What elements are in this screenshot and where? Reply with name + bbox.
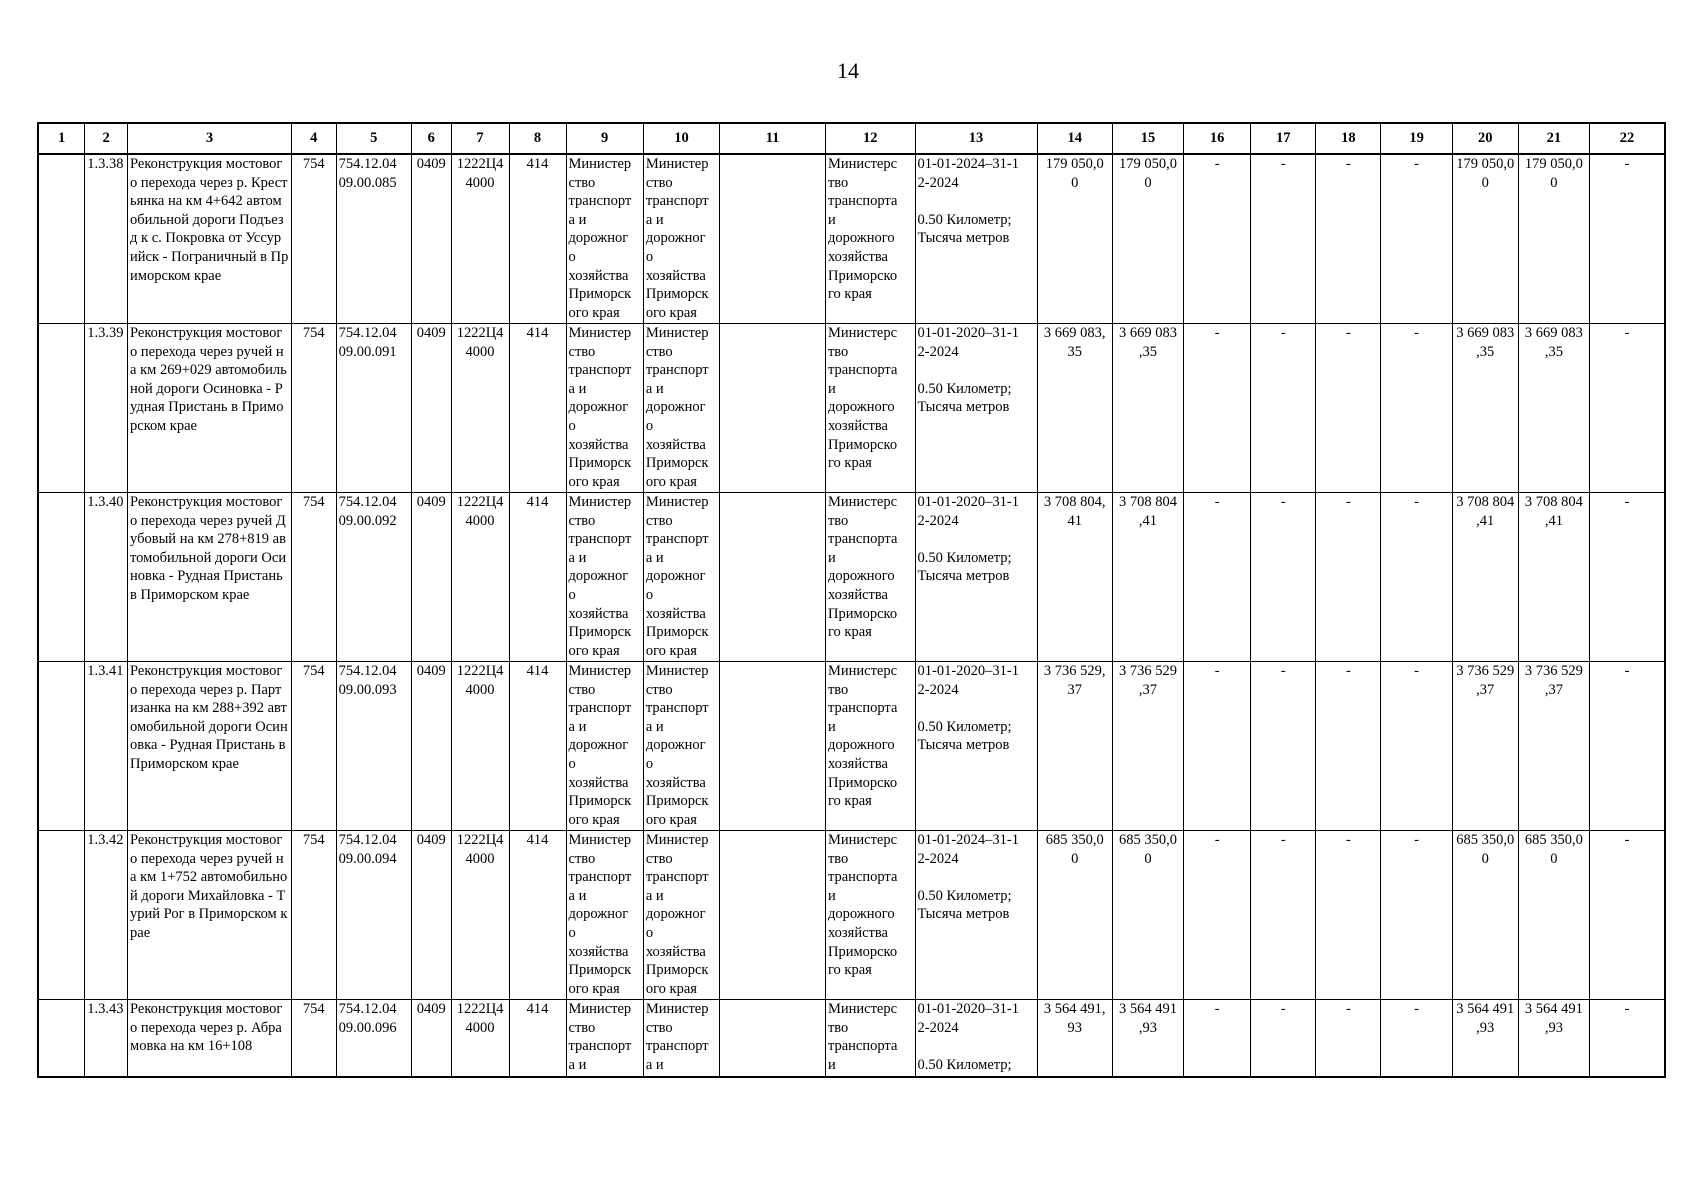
column-header: 10 xyxy=(643,123,719,154)
column-header: 3 xyxy=(128,123,292,154)
cell-description: Реконструкция мостового перехода через ручей Дубовый на км 278+819 автомобильной дороги Осиновка - Рудная Пристань в Приморском крае xyxy=(128,493,292,662)
cell-c5: 754.12.04 09.00.092 xyxy=(336,493,411,662)
cell-code: 1.3.39 xyxy=(85,324,128,493)
cell-c4: 754 xyxy=(291,154,336,324)
cell-c15: 685 350,0 0 xyxy=(1112,831,1183,1000)
column-header: 1 xyxy=(38,123,85,154)
cell-num xyxy=(38,324,85,493)
cell-description: Реконструкция мостового перехода через р. Партизанка на км 288+392 автомобильной дороги Осиновка - Рудная Пристань в Приморском крае xyxy=(128,662,292,831)
column-header: 6 xyxy=(411,123,451,154)
cell-c9: Министер ство транспорт а и xyxy=(566,1000,643,1078)
cell-c20: 3 736 529 ,37 xyxy=(1452,662,1518,831)
cell-c18: - xyxy=(1316,493,1381,662)
cell-c4: 754 xyxy=(291,831,336,1000)
cell-c8: 414 xyxy=(509,324,566,493)
cell-code: 1.3.42 xyxy=(85,831,128,1000)
cell-num xyxy=(38,1000,85,1078)
column-header: 13 xyxy=(915,123,1037,154)
cell-c14: 3 564 491, 93 xyxy=(1037,1000,1112,1078)
column-header: 12 xyxy=(825,123,915,154)
column-header: 2 xyxy=(85,123,128,154)
cell-c16: - xyxy=(1184,154,1251,324)
cell-c20: 3 669 083 ,35 xyxy=(1452,324,1518,493)
cell-c20: 3 708 804 ,41 xyxy=(1452,493,1518,662)
cell-c9: Министер ство транспорт а и дорожног о хозяйства Приморск ого края xyxy=(566,831,643,1000)
cell-c7: 1222Ц4 4000 xyxy=(451,662,509,831)
cell-c16: - xyxy=(1184,1000,1251,1078)
cell-c7: 1222Ц4 4000 xyxy=(451,1000,509,1078)
cell-c7: 1222Ц4 4000 xyxy=(451,493,509,662)
cell-c10: Министер ство транспорт а и дорожног о хозяйства Приморск ого края xyxy=(643,662,719,831)
cell-c22: - xyxy=(1590,831,1665,1000)
cell-c12: Министерс тво транспорта и дорожного хозяйства Приморско го края xyxy=(825,493,915,662)
table-row xyxy=(38,831,1665,1000)
cell-c17: - xyxy=(1251,493,1316,662)
cell-c10: Министер ство транспорт а и дорожног о хозяйства Приморск ого края xyxy=(643,154,719,324)
cell-c17: - xyxy=(1251,1000,1316,1078)
cell-c8: 414 xyxy=(509,831,566,1000)
cell-c14: 3 708 804, 41 xyxy=(1037,493,1112,662)
cell-num xyxy=(38,831,85,1000)
cell-c6: 0409 xyxy=(411,1000,451,1078)
cell-c9: Министер ство транспорт а и дорожног о хозяйства Приморск ого края xyxy=(566,324,643,493)
cell-c10: Министер ство транспорт а и дорожног о хозяйства Приморск ого края xyxy=(643,324,719,493)
cell-c9: Министер ство транспорт а и дорожног о хозяйства Приморск ого края xyxy=(566,493,643,662)
cell-c9: Министер ство транспорт а и дорожног о хозяйства Приморск ого края xyxy=(566,154,643,324)
column-header: 5 xyxy=(336,123,411,154)
cell-c16: - xyxy=(1184,493,1251,662)
cell-description: Реконструкция мостового перехода через р. Абрамовка на км 16+108 xyxy=(128,1000,292,1078)
cell-c12: Министерс тво транспорта и xyxy=(825,1000,915,1078)
cell-c18: - xyxy=(1316,1000,1381,1078)
cell-c5: 754.12.04 09.00.094 xyxy=(336,831,411,1000)
cell-c19: - xyxy=(1381,1000,1452,1078)
table-row xyxy=(38,493,1665,662)
cell-num xyxy=(38,493,85,662)
cell-c22: - xyxy=(1590,1000,1665,1078)
cell-code: 1.3.40 xyxy=(85,493,128,662)
cell-c11 xyxy=(720,1000,826,1078)
cell-description: Реконструкция мостового перехода через ручей на км 1+752 автомобильной дороги Михайловка - Турий Рог в Приморском крае xyxy=(128,831,292,1000)
cell-c22: - xyxy=(1590,324,1665,493)
cell-c14: 3 669 083, 35 xyxy=(1037,324,1112,493)
cell-c21: 685 350,0 0 xyxy=(1518,831,1589,1000)
cell-c7: 1222Ц4 4000 xyxy=(451,154,509,324)
cell-c6: 0409 xyxy=(411,662,451,831)
cell-c12: Министерс тво транспорта и дорожного хозяйства Приморско го края xyxy=(825,831,915,1000)
header-row xyxy=(38,123,1665,154)
column-header: 7 xyxy=(451,123,509,154)
cell-c8: 414 xyxy=(509,662,566,831)
table-row xyxy=(38,1000,1665,1078)
cell-c20: 685 350,0 0 xyxy=(1452,831,1518,1000)
cell-description: Реконструкция мостового перехода через р. Крестьянка на км 4+642 автомобильной дороги Подъезд к с. Покровка от Уссурийск - Пограничный в Приморском крае xyxy=(128,154,292,324)
cell-c21: 3 669 083 ,35 xyxy=(1518,324,1589,493)
cell-c19: - xyxy=(1381,662,1452,831)
table-row xyxy=(38,154,1665,324)
cell-c21: 3 736 529 ,37 xyxy=(1518,662,1589,831)
cell-c10: Министер ство транспорт а и дорожног о хозяйства Приморск ого края xyxy=(643,831,719,1000)
cell-c17: - xyxy=(1251,831,1316,1000)
column-header: 16 xyxy=(1184,123,1251,154)
cell-c21: 3 708 804 ,41 xyxy=(1518,493,1589,662)
table-row xyxy=(38,324,1665,493)
column-header: 14 xyxy=(1037,123,1112,154)
cell-c19: - xyxy=(1381,493,1452,662)
cell-c6: 0409 xyxy=(411,154,451,324)
cell-c13: 01-01-2020–31-1 2-2024 0.50 Километр; xyxy=(915,1000,1037,1078)
cell-description: Реконструкция мостового перехода через ручей на км 269+029 автомобильной дороги Осиновка - Рудная Пристань в Приморском крае xyxy=(128,324,292,493)
cell-c13: 01-01-2024–31-1 2-2024 0.50 Километр; Тысяча метров xyxy=(915,831,1037,1000)
cell-c21: 3 564 491 ,93 xyxy=(1518,1000,1589,1078)
table-row xyxy=(38,662,1665,831)
cell-c15: 3 736 529 ,37 xyxy=(1112,662,1183,831)
cell-c9: Министер ство транспорт а и дорожног о хозяйства Приморск ого края xyxy=(566,662,643,831)
cell-c11 xyxy=(720,831,826,1000)
cell-c4: 754 xyxy=(291,324,336,493)
cell-c12: Министерс тво транспорта и дорожного хозяйства Приморско го края xyxy=(825,662,915,831)
cell-c18: - xyxy=(1316,662,1381,831)
cell-c11 xyxy=(720,493,826,662)
cell-c4: 754 xyxy=(291,662,336,831)
cell-c15: 3 564 491 ,93 xyxy=(1112,1000,1183,1078)
column-header: 20 xyxy=(1452,123,1518,154)
cell-c4: 754 xyxy=(291,1000,336,1078)
cell-c18: - xyxy=(1316,154,1381,324)
cell-c5: 754.12.04 09.00.093 xyxy=(336,662,411,831)
cell-c8: 414 xyxy=(509,493,566,662)
cell-c20: 179 050,0 0 xyxy=(1452,154,1518,324)
column-header: 17 xyxy=(1251,123,1316,154)
column-header: 8 xyxy=(509,123,566,154)
page-number: 14 xyxy=(837,58,859,83)
cell-c19: - xyxy=(1381,154,1452,324)
cell-c4: 754 xyxy=(291,493,336,662)
cell-code: 1.3.41 xyxy=(85,662,128,831)
cell-c15: 3 669 083 ,35 xyxy=(1112,324,1183,493)
column-header: 4 xyxy=(291,123,336,154)
cell-c8: 414 xyxy=(509,154,566,324)
cell-c16: - xyxy=(1184,662,1251,831)
cell-c22: - xyxy=(1590,154,1665,324)
cell-c22: - xyxy=(1590,662,1665,831)
cell-c16: - xyxy=(1184,831,1251,1000)
cell-c18: - xyxy=(1316,831,1381,1000)
cell-c7: 1222Ц4 4000 xyxy=(451,324,509,493)
column-header: 21 xyxy=(1518,123,1589,154)
cell-c15: 3 708 804 ,41 xyxy=(1112,493,1183,662)
cell-c22: - xyxy=(1590,493,1665,662)
cell-num xyxy=(38,154,85,324)
cell-code: 1.3.43 xyxy=(85,1000,128,1078)
cell-c14: 3 736 529, 37 xyxy=(1037,662,1112,831)
cell-c10: Министер ство транспорт а и xyxy=(643,1000,719,1078)
cell-num xyxy=(38,662,85,831)
cell-c11 xyxy=(720,324,826,493)
cell-c5: 754.12.04 09.00.091 xyxy=(336,324,411,493)
cell-c13: 01-01-2020–31-1 2-2024 0.50 Километр; Тысяча метров xyxy=(915,662,1037,831)
column-header: 11 xyxy=(720,123,826,154)
cell-c6: 0409 xyxy=(411,493,451,662)
cell-c11 xyxy=(720,662,826,831)
cell-c17: - xyxy=(1251,154,1316,324)
cell-c20: 3 564 491 ,93 xyxy=(1452,1000,1518,1078)
cell-c7: 1222Ц4 4000 xyxy=(451,831,509,1000)
column-header: 15 xyxy=(1112,123,1183,154)
column-header: 9 xyxy=(566,123,643,154)
cell-c18: - xyxy=(1316,324,1381,493)
cell-c21: 179 050,0 0 xyxy=(1518,154,1589,324)
column-header: 19 xyxy=(1381,123,1452,154)
cell-c12: Министерс тво транспорта и дорожного хозяйства Приморско го края xyxy=(825,154,915,324)
column-header: 18 xyxy=(1316,123,1381,154)
cell-c17: - xyxy=(1251,324,1316,493)
cell-code: 1.3.38 xyxy=(85,154,128,324)
cell-c13: 01-01-2020–31-1 2-2024 0.50 Километр; Тысяча метров xyxy=(915,493,1037,662)
cell-c8: 414 xyxy=(509,1000,566,1078)
cell-c12: Министерс тво транспорта и дорожного хозяйства Приморско го края xyxy=(825,324,915,493)
cell-c11 xyxy=(720,154,826,324)
cell-c13: 01-01-2024–31-1 2-2024 0.50 Километр; Тысяча метров xyxy=(915,154,1037,324)
cell-c17: - xyxy=(1251,662,1316,831)
cell-c13: 01-01-2020–31-1 2-2024 0.50 Километр; Тысяча метров xyxy=(915,324,1037,493)
cell-c19: - xyxy=(1381,831,1452,1000)
data-table xyxy=(37,122,1666,1078)
cell-c16: - xyxy=(1184,324,1251,493)
cell-c15: 179 050,0 0 xyxy=(1112,154,1183,324)
cell-c6: 0409 xyxy=(411,831,451,1000)
cell-c19: - xyxy=(1381,324,1452,493)
cell-c14: 179 050,0 0 xyxy=(1037,154,1112,324)
cell-c14: 685 350,0 0 xyxy=(1037,831,1112,1000)
cell-c6: 0409 xyxy=(411,324,451,493)
column-header: 22 xyxy=(1590,123,1665,154)
cell-c5: 754.12.04 09.00.096 xyxy=(336,1000,411,1078)
cell-c5: 754.12.04 09.00.085 xyxy=(336,154,411,324)
cell-c10: Министер ство транспорт а и дорожног о хозяйства Приморск ого края xyxy=(643,493,719,662)
